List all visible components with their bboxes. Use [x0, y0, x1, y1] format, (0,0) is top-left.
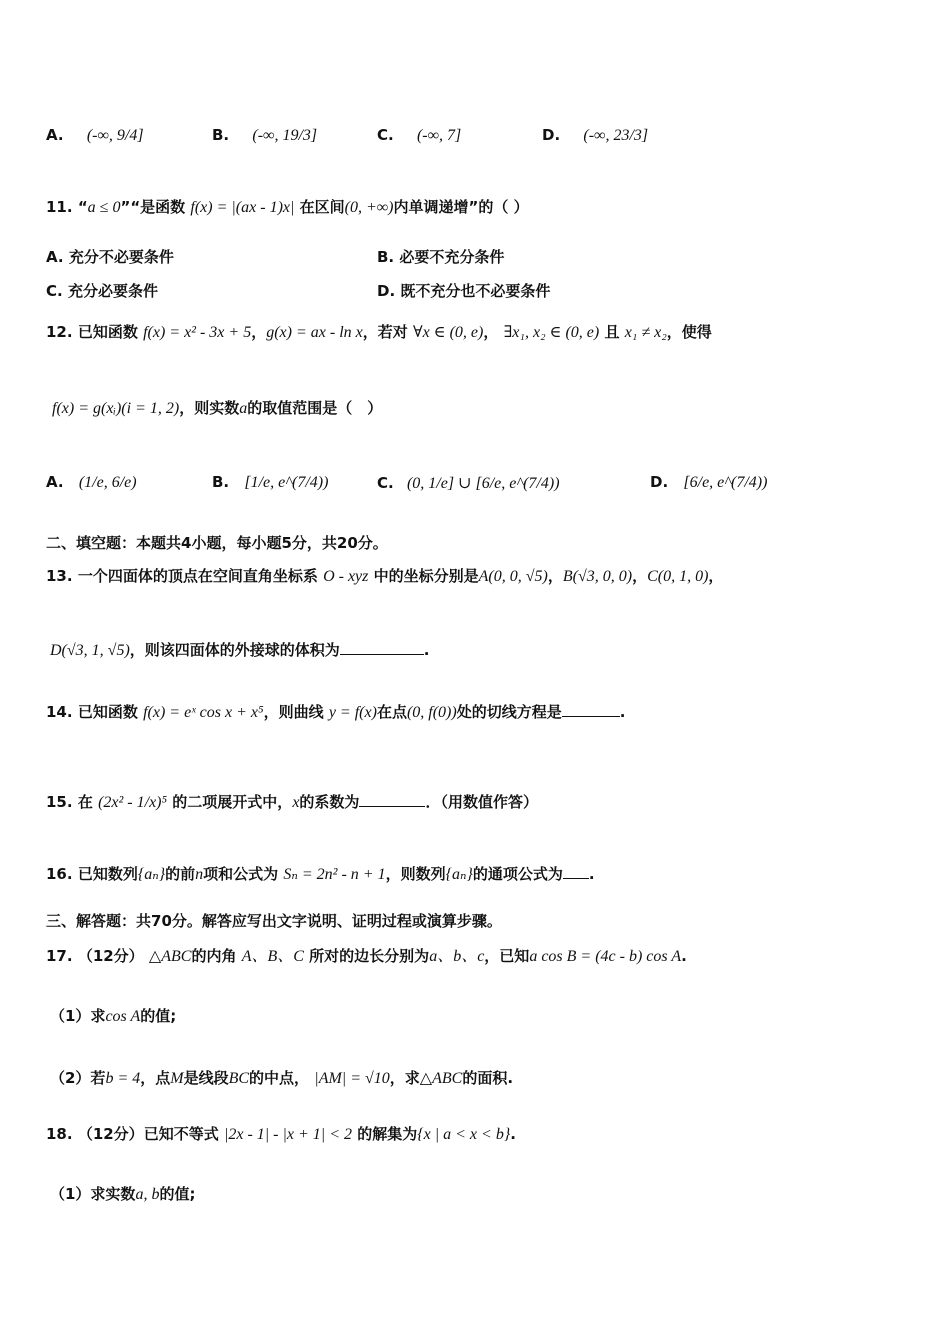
section-heading-fill-in: 二、填空题：本题共4小题，每小题5分，共20分。 [46, 534, 388, 552]
cos-a-math: cos A [105, 1008, 141, 1025]
question-number: 16. [46, 865, 73, 883]
b-value-math: b = 4 [105, 1070, 141, 1087]
q18-stem [46, 1124, 516, 1145]
question-number: 11. [46, 198, 73, 216]
point-m-math: M [170, 1070, 184, 1087]
q12-option-b [212, 473, 328, 492]
stem-text: 的中点， [249, 1069, 310, 1087]
segment-bc-math: BC [228, 1070, 250, 1087]
stem-text: . [681, 947, 687, 965]
option-label: D. [377, 282, 396, 300]
q17-stem [46, 946, 687, 967]
stem-text: 在点 [376, 703, 407, 721]
q11-option-c [46, 280, 158, 301]
q11-option-b [377, 246, 504, 267]
option-math: (-∞, 23/3] [583, 127, 649, 144]
stem-text: 一个四面体的顶点在空间直角坐标系 [77, 567, 318, 585]
q11-stem [46, 197, 529, 218]
q17-part2 [50, 1068, 513, 1089]
function-math: f(x) = eˣ cos x + x⁵ [143, 704, 264, 721]
question-number: 14. [46, 703, 73, 721]
stem-text: 的内角 [191, 947, 237, 965]
stem-text: 的值; [140, 1007, 177, 1025]
q10-option-a [46, 126, 144, 145]
q11-option-d [377, 280, 550, 301]
point-a-math: A(0, 0, √5) [478, 568, 548, 585]
curve-math: y = f(x) [328, 704, 377, 721]
stem-text: 的值; [159, 1185, 196, 1203]
function-math: f(x) = |(ax - 1)x| [190, 199, 295, 216]
solution-set-math: {x | a < x < b} [417, 1126, 511, 1143]
score: （12分） [77, 947, 144, 965]
stem-text: 的前 [165, 865, 196, 883]
option-math: (1/e, 6/e) [78, 474, 137, 491]
stem-text: 的通项公式为 [472, 865, 563, 883]
option-text: 既不充分也不必要条件 [400, 282, 551, 300]
q14-stem [46, 702, 625, 723]
sequence-math: {aₙ} [137, 866, 166, 883]
q12-stem-line2 [52, 398, 382, 419]
point-d-math: D(√3, 1, √5) [50, 642, 130, 659]
stem-text: 的取值范围是（ ） [247, 399, 383, 417]
option-math: (0, 1/e] ∪ [6/e, e^(7/4)) [406, 475, 560, 492]
q12-option-c [377, 473, 560, 493]
q10-option-c [377, 126, 461, 145]
stem-text: ，则该四面体的外接球的体积为 [129, 641, 340, 659]
q13-stem-line1: 13. 一个四面体的顶点在空间直角坐标系 O - xyz 中的坐标分别是A(0, 0, √5)，B(√3, 0, 0)，C(0, 1, 0)， [46, 567, 724, 585]
section-heading-answer: 三、解答题：共70分。解答应写出文字说明、证明过程或演算步骤。 [46, 912, 502, 930]
q12-option-a [46, 473, 137, 492]
option-label: C. [377, 474, 394, 492]
q16-stem [46, 864, 595, 885]
variable-math: a [239, 400, 248, 417]
option-label: C. [46, 282, 63, 300]
point-math: (0, f(0)) [406, 704, 457, 721]
option-label: C. [377, 126, 394, 144]
stem-text: 的面积. [462, 1069, 514, 1087]
condition-math: a ≤ 0 [87, 199, 121, 216]
option-label: B. [377, 248, 395, 266]
stem-text: 是线段 [183, 1069, 229, 1087]
vector-am-math: |AM| = √10 [314, 1070, 390, 1087]
option-text: 充分不必要条件 [68, 248, 174, 266]
stem-text: 已知函数 [77, 323, 138, 341]
option-text: 充分必要条件 [67, 282, 158, 300]
answer-blank[interactable] [563, 864, 589, 879]
option-label: D. [650, 473, 669, 491]
ab-math: a, b [135, 1186, 160, 1203]
variable-math: n [195, 866, 204, 883]
equation-math: a cos B = (4c - b) cos A [529, 948, 682, 965]
stem-text: 所对的边长分别为 [309, 947, 430, 965]
stem-text: 项和公式为 [203, 865, 279, 883]
stem-text: ，使得 [666, 323, 712, 341]
stem-text: ，则数列 [385, 865, 446, 883]
option-label: D. [542, 126, 561, 144]
f-math: f(x) = x² - 3x + 5 [143, 324, 252, 341]
stem-text: “是函数 [130, 198, 186, 216]
stem-text: 的解集为 [357, 1125, 418, 1143]
q11-option-a [46, 246, 174, 267]
question-number: 12. [46, 323, 73, 341]
option-label: A. [46, 473, 64, 491]
q17-part1 [50, 1006, 176, 1027]
interval-math: (0, +∞) [344, 199, 394, 216]
stem-text: 的二项展开式中， [172, 793, 293, 811]
stem-text: ，已知 [484, 947, 530, 965]
option-label: A. [46, 126, 64, 144]
inequality-math: |2x - 1| - |x + 1| < 2 [223, 1126, 352, 1143]
point-c-math: C(0, 1, 0) [647, 568, 709, 585]
stem-text: 内单调递增”的（ ） [393, 198, 529, 216]
q10-option-b [212, 126, 317, 145]
stem-text: 在区间 [299, 198, 345, 216]
q18-part1 [50, 1184, 195, 1205]
answer-blank[interactable] [359, 792, 425, 807]
exists-math: ∃x₁, x₂ ∈ (0, e) [503, 324, 600, 341]
point-b-math: B(√3, 0, 0) [562, 568, 633, 585]
answer-blank[interactable] [340, 640, 424, 655]
question-number: 15. [46, 793, 73, 811]
stem-text: 已知数列 [77, 865, 138, 883]
stem-text: ，则实数 [179, 399, 240, 417]
angles-math: A、B、C [241, 948, 304, 965]
part-label: （1）求实数 [50, 1185, 136, 1203]
quote-open: “ [77, 198, 88, 216]
option-label: B. [212, 126, 230, 144]
q13-stem-line2 [50, 640, 430, 661]
stem-text: . [423, 641, 430, 659]
stem-text: 的系数为 [299, 793, 360, 811]
variable-math: x [292, 794, 300, 811]
separator: ， [251, 323, 267, 341]
sequence-math: {aₙ} [445, 866, 473, 883]
stem-text: ，则曲线 [263, 703, 324, 721]
q15-stem [46, 792, 538, 813]
option-text: 必要不充分条件 [399, 248, 505, 266]
stem-text: 中的坐标分别是 [373, 567, 479, 585]
stem-text: . [588, 865, 595, 883]
part-label: （1）求 [50, 1007, 106, 1025]
score: （12分） [77, 1125, 144, 1143]
quote-close: ” [120, 198, 131, 216]
stem-text: . [619, 703, 626, 721]
option-label: A. [46, 248, 64, 266]
binomial-math: (2x² - 1/x)⁵ [98, 794, 168, 811]
question-number: 13. [46, 567, 73, 585]
triangle-math: △ABC [148, 948, 192, 965]
stem-text: 且 [604, 323, 620, 341]
stem-text: 处的切线方程是 [456, 703, 562, 721]
option-math: [6/e, e^(7/4)) [683, 474, 768, 491]
stem-text: ．（用数值作答） [425, 793, 538, 811]
equation-math: f(x) = g(xᵢ)(i = 1, 2) [52, 400, 180, 417]
stem-text: ，若对 [362, 323, 408, 341]
q12-stem-line1 [46, 322, 712, 343]
option-math: [1/e, e^(7/4)) [244, 474, 329, 491]
q10-option-d [542, 126, 648, 145]
q12-option-d [650, 473, 767, 492]
stem-text: . [510, 1125, 516, 1143]
g-math: g(x) = ax - ln x [266, 324, 363, 341]
stem-text: ，求 [389, 1069, 420, 1087]
separator: ， [483, 323, 499, 341]
stem-text: 已知函数 [77, 703, 138, 721]
option-math: (-∞, 9/4] [86, 127, 144, 144]
sum-formula-math: Sₙ = 2n² - n + 1 [283, 866, 386, 883]
option-math: (-∞, 19/3] [252, 127, 318, 144]
stem-text: 已知不等式 [143, 1125, 219, 1143]
stem-text: 在 [77, 793, 93, 811]
triangle-math: △ABC [419, 1070, 463, 1087]
option-math: (-∞, 7] [416, 127, 462, 144]
neq-math: x₁ ≠ x₂ [624, 324, 667, 341]
forall-math: ∀x ∈ (0, e) [412, 324, 484, 341]
sides-math: a、b、c [429, 948, 485, 965]
answer-blank[interactable] [562, 702, 620, 717]
question-number: 17. [46, 947, 73, 965]
part-label: （2）若 [50, 1069, 106, 1087]
option-label: B. [212, 473, 230, 491]
stem-text: ，点 [140, 1069, 171, 1087]
question-number: 18. [46, 1125, 73, 1143]
coordinate-system-math: O - xyz [323, 568, 369, 585]
